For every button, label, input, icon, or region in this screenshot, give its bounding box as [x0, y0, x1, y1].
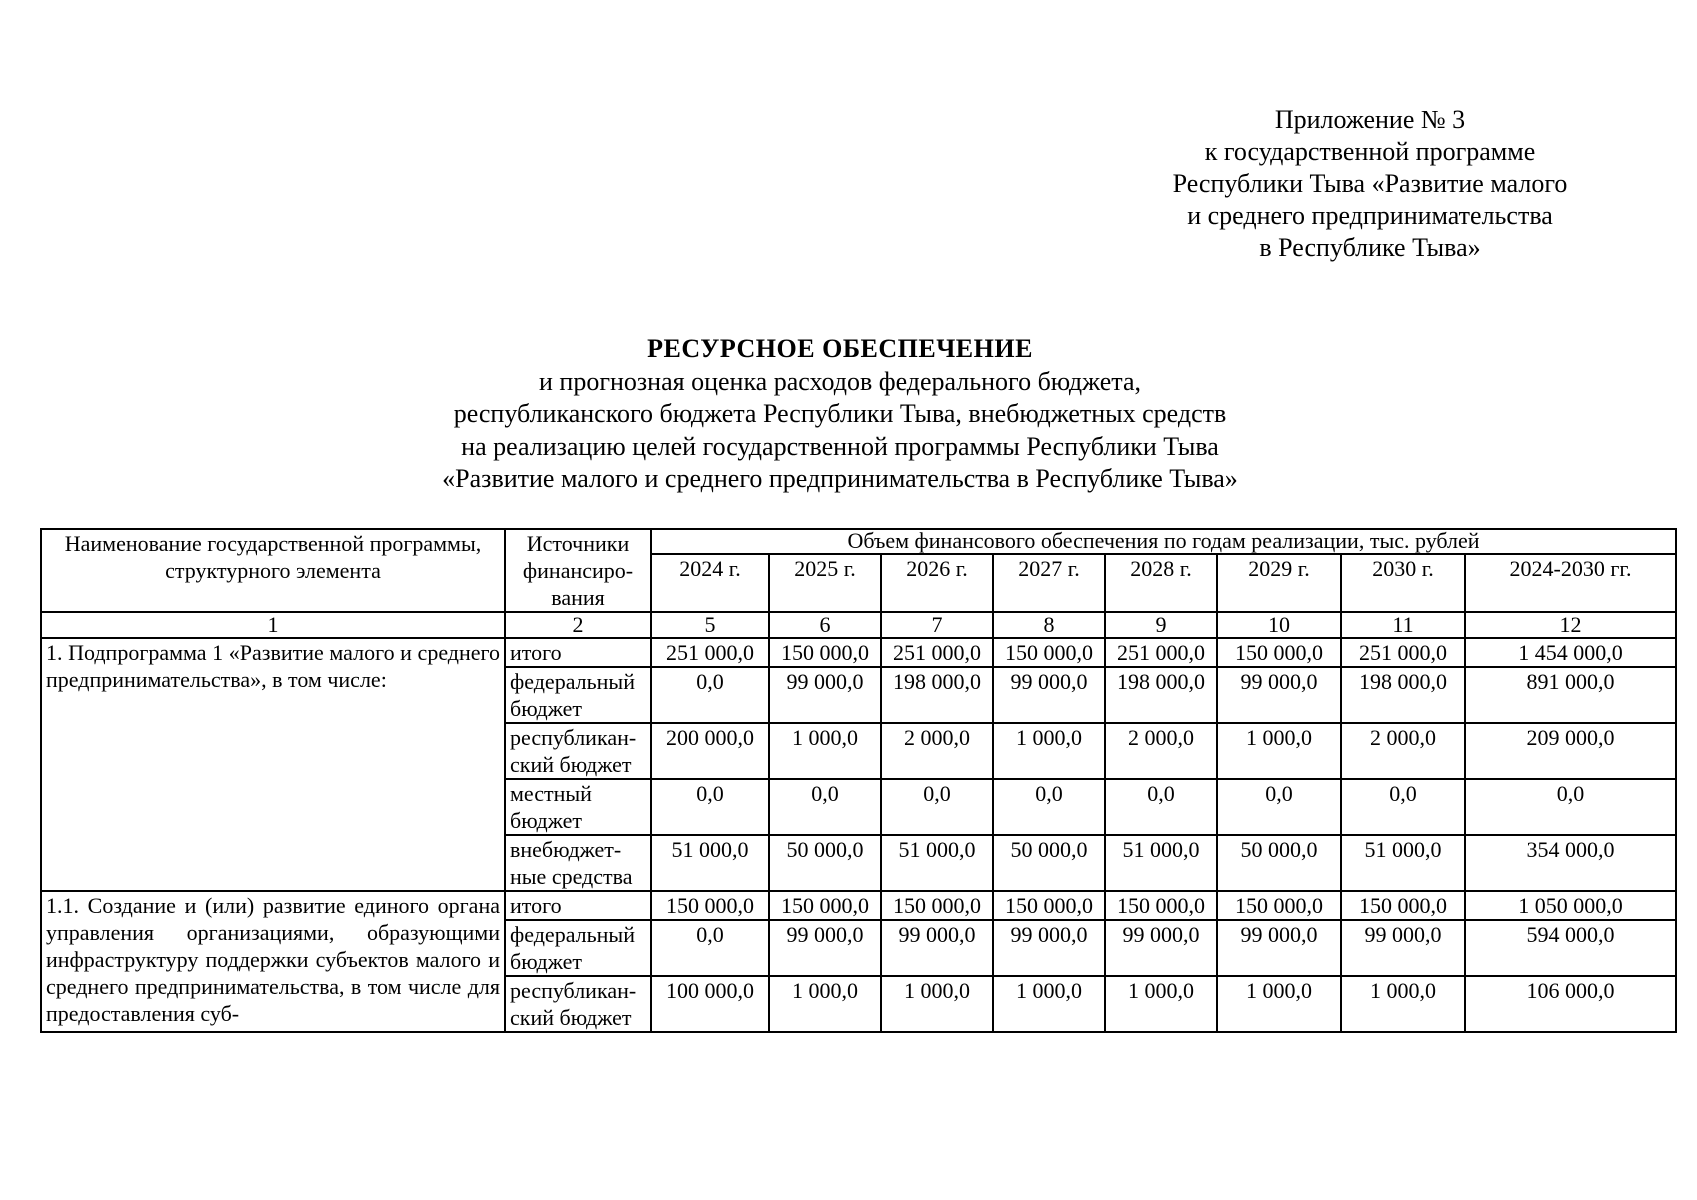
program-element-name-cell: 1. Подпрограмма 1 «Развитие малого и среднего предпринимательства», в том числе:: [41, 638, 505, 891]
amount-cell: 1 000,0: [769, 723, 881, 779]
amount-cell: 251 000,0: [1341, 638, 1465, 667]
amount-cell: 1 000,0: [993, 976, 1105, 1032]
amount-cell: 0,0: [651, 920, 769, 976]
amount-cell: 1 000,0: [1217, 723, 1341, 779]
funding-source-cell: внебюджет-ные средства: [505, 835, 651, 891]
amount-cell: 150 000,0: [769, 638, 881, 667]
annex-line: в Республике Тыва»: [1259, 233, 1481, 262]
amount-cell: 251 000,0: [881, 638, 993, 667]
amount-cell: 1 454 000,0: [1465, 638, 1676, 667]
amount-cell: 0,0: [1341, 779, 1465, 835]
amount-cell: 99 000,0: [769, 920, 881, 976]
amount-cell: 50 000,0: [1217, 835, 1341, 891]
amount-cell: 99 000,0: [993, 667, 1105, 723]
header-year-cell: 2027 г.: [993, 554, 1105, 612]
document-title: РЕСУРСНОЕ ОБЕСПЕЧЕНИЕ: [647, 334, 1033, 363]
amount-cell: 198 000,0: [1105, 667, 1217, 723]
column-number-cell: 5: [651, 612, 769, 638]
table-row: [41, 891, 1676, 920]
resource-table: [40, 528, 1677, 1033]
column-number-cell: 8: [993, 612, 1105, 638]
amount-cell: 150 000,0: [993, 638, 1105, 667]
heading-line: «Развитие малого и среднего предпринимательства в Республике Тыва»: [442, 464, 1238, 493]
amount-cell: 150 000,0: [881, 891, 993, 920]
header-year-cell: 2025 г.: [769, 554, 881, 612]
amount-cell: 891 000,0: [1465, 667, 1676, 723]
amount-cell: 1 050 000,0: [1465, 891, 1676, 920]
amount-cell: 0,0: [1217, 779, 1341, 835]
amount-cell: 0,0: [651, 667, 769, 723]
amount-cell: 50 000,0: [769, 835, 881, 891]
amount-cell: 198 000,0: [881, 667, 993, 723]
amount-cell: 0,0: [769, 779, 881, 835]
table-header-row: [41, 529, 1676, 554]
amount-cell: 251 000,0: [1105, 638, 1217, 667]
amount-cell: 594 000,0: [1465, 920, 1676, 976]
amount-cell: 150 000,0: [993, 891, 1105, 920]
amount-cell: 106 000,0: [1465, 976, 1676, 1032]
amount-cell: 1 000,0: [1217, 976, 1341, 1032]
amount-cell: 150 000,0: [1105, 891, 1217, 920]
column-number-cell: 11: [1341, 612, 1465, 638]
funding-source-cell: итого: [505, 891, 651, 920]
funding-source-cell: республикан-ский бюджет: [505, 976, 651, 1032]
amount-cell: 150 000,0: [1217, 891, 1341, 920]
amount-cell: 200 000,0: [651, 723, 769, 779]
amount-cell: 2 000,0: [881, 723, 993, 779]
column-number-cell: 2: [505, 612, 651, 638]
heading-line: и прогнозная оценка расходов федерального бюджета,: [538, 366, 1142, 396]
amount-cell: 0,0: [881, 779, 993, 835]
funding-source-cell: республикан-ский бюджет: [505, 723, 651, 779]
header-source-cell: Источники финансиро-вания: [505, 529, 651, 612]
amount-cell: 99 000,0: [1105, 920, 1217, 976]
amount-cell: 51 000,0: [881, 835, 993, 891]
amount-cell: 198 000,0: [1341, 667, 1465, 723]
annex-line: и среднего предпринимательства: [1187, 201, 1553, 230]
amount-cell: 99 000,0: [1217, 920, 1341, 976]
table-row: [41, 638, 1676, 667]
amount-cell: 354 000,0: [1465, 835, 1676, 891]
header-year-cell: 2026 г.: [881, 554, 993, 612]
amount-cell: 0,0: [1105, 779, 1217, 835]
heading-line: на реализацию целей государственной программы Республики Тыва: [461, 431, 1219, 461]
annex-line: Республики Тыва «Развитие малого: [1172, 169, 1568, 198]
funding-source-cell: местный бюджет: [505, 779, 651, 835]
funding-source-cell: федеральный бюджет: [505, 920, 651, 976]
amount-cell: 150 000,0: [769, 891, 881, 920]
amount-cell: 251 000,0: [651, 638, 769, 667]
heading-line: республиканского бюджета Республики Тыва, внебюджетных средств: [453, 399, 1227, 428]
amount-cell: 99 000,0: [1341, 920, 1465, 976]
column-number-cell: 7: [881, 612, 993, 638]
document-heading: [340, 333, 1340, 496]
header-year-cell: 2024-2030 гг.: [1465, 554, 1676, 612]
amount-cell: 99 000,0: [993, 920, 1105, 976]
amount-cell: 99 000,0: [769, 667, 881, 723]
amount-cell: 2 000,0: [1105, 723, 1217, 779]
amount-cell: 0,0: [993, 779, 1105, 835]
amount-cell: 1 000,0: [1105, 976, 1217, 1032]
amount-cell: 1 000,0: [881, 976, 993, 1032]
amount-cell: 1 000,0: [769, 976, 881, 1032]
header-name-cell: Наименование государственной программы, структурного элемента: [41, 529, 505, 612]
amount-cell: 150 000,0: [651, 891, 769, 920]
funding-source-cell: итого: [505, 638, 651, 667]
amount-cell: 1 000,0: [1341, 976, 1465, 1032]
amount-cell: 150 000,0: [1341, 891, 1465, 920]
amount-cell: 51 000,0: [1105, 835, 1217, 891]
amount-cell: 99 000,0: [1217, 667, 1341, 723]
funding-source-cell: федеральный бюджет: [505, 667, 651, 723]
column-number-cell: 9: [1105, 612, 1217, 638]
amount-cell: 51 000,0: [1341, 835, 1465, 891]
header-volume-cell: Объем финансового обеспечения по годам реализации, тыс. рублей: [651, 529, 1676, 554]
program-element-name-cell: 1.1. Создание и (или) развитие единого органа управления организациями, образующими инфраструктуру поддержки субъектов малого и среднего предпринимательства, в том числе для предоставления суб-: [41, 891, 505, 1032]
annex-block: [1160, 104, 1580, 264]
amount-cell: 100 000,0: [651, 976, 769, 1032]
header-year-cell: 2024 г.: [651, 554, 769, 612]
amount-cell: 51 000,0: [651, 835, 769, 891]
amount-cell: 2 000,0: [1341, 723, 1465, 779]
annex-line: Приложение № 3: [1274, 105, 1466, 134]
annex-line: к государственной программе: [1204, 137, 1536, 166]
amount-cell: 50 000,0: [993, 835, 1105, 891]
header-year-cell: 2028 г.: [1105, 554, 1217, 612]
column-number-cell: 1: [41, 612, 505, 638]
header-year-cell: 2030 г.: [1341, 554, 1465, 612]
amount-cell: 0,0: [1465, 779, 1676, 835]
header-year-cell: 2029 г.: [1217, 554, 1341, 612]
amount-cell: 99 000,0: [881, 920, 993, 976]
column-number-cell: 10: [1217, 612, 1341, 638]
column-numbers-row: [41, 612, 1676, 638]
amount-cell: 150 000,0: [1217, 638, 1341, 667]
column-number-cell: 12: [1465, 612, 1676, 638]
column-number-cell: 6: [769, 612, 881, 638]
amount-cell: 1 000,0: [993, 723, 1105, 779]
amount-cell: 209 000,0: [1465, 723, 1676, 779]
amount-cell: 0,0: [651, 779, 769, 835]
